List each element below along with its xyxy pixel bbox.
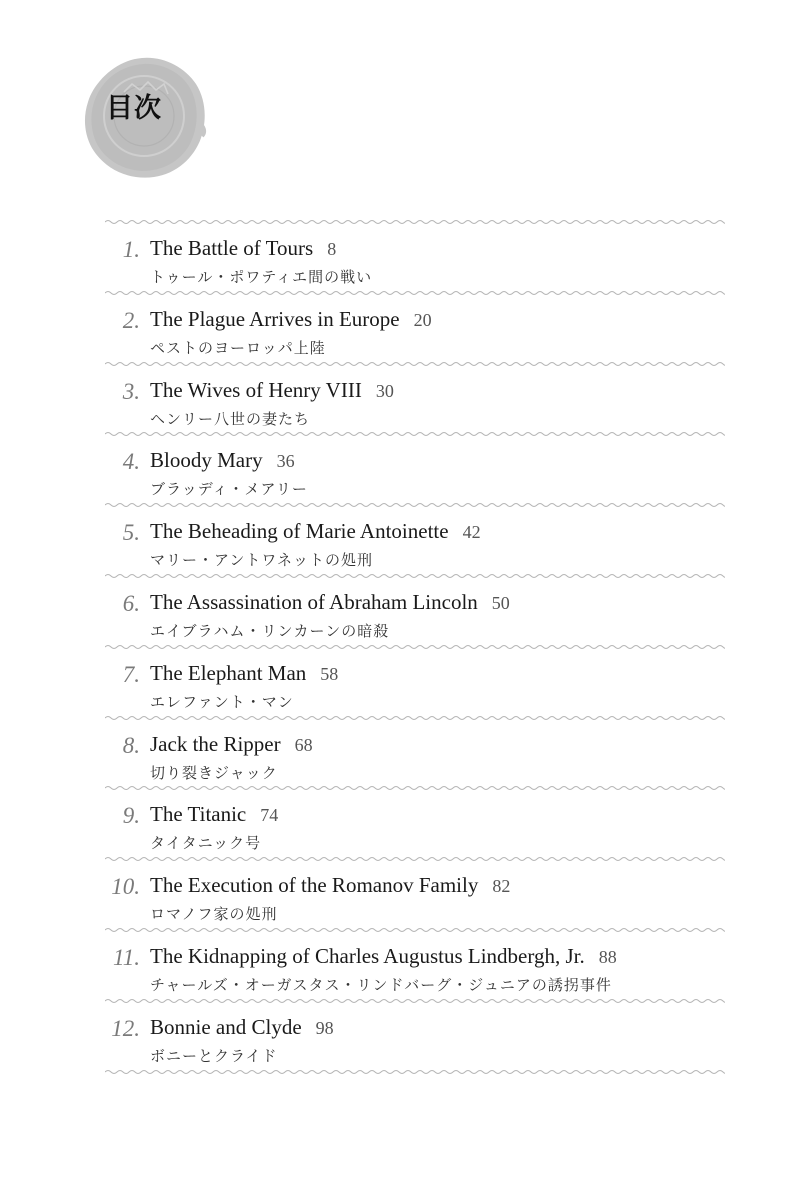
entry-subtitle: ヘンリー八世の妻たち <box>150 409 311 428</box>
entry-subtitle: チャールズ・オーガスタス・リンドバーグ・ジュニアの誘拐事件 <box>150 975 612 994</box>
toc-entry[interactable] <box>105 296 725 361</box>
entry-subtitle: 切り裂きジャック <box>150 763 278 782</box>
entry-title: The Elephant Man <box>150 660 307 685</box>
entry-page: 88 <box>598 946 617 967</box>
toc-entry[interactable] <box>105 721 725 786</box>
entry-page: 82 <box>492 876 511 897</box>
entry-title: Jack the Ripper <box>150 731 281 756</box>
entry-number: 3. <box>122 378 140 404</box>
toc-entry[interactable] <box>105 437 725 502</box>
entry-title-line <box>150 802 278 827</box>
entry-number: 5. <box>122 520 140 546</box>
entry-number: 4. <box>122 449 140 475</box>
entry-subtitle: ペストのヨーロッパ上陸 <box>150 338 326 357</box>
toc-entry[interactable] <box>105 508 725 573</box>
entry-title-line <box>150 873 510 898</box>
entry-title-line <box>150 307 432 332</box>
entry-title-line <box>150 519 481 544</box>
entry-page: 50 <box>491 592 510 613</box>
entry-title-line <box>150 590 510 615</box>
entry-number: 2. <box>122 307 140 333</box>
entry-title: Bloody Mary <box>150 448 263 473</box>
entry-page: 68 <box>294 734 313 755</box>
wavy-divider <box>105 1069 725 1075</box>
entry-subtitle: マリー・アントワネットの処刑 <box>150 551 373 570</box>
entry-page: 36 <box>276 451 295 472</box>
entry-subtitle: ブラッディ・メアリー <box>150 480 308 499</box>
toc-entry[interactable] <box>105 579 725 644</box>
entry-title-line <box>150 448 295 473</box>
entry-subtitle: エイブラハム・リンカーンの暗殺 <box>150 621 390 640</box>
entry-page: 42 <box>462 522 481 543</box>
entry-number: 10. <box>111 874 140 900</box>
entry-page: 8 <box>327 239 337 259</box>
entry-number: 11. <box>112 944 140 970</box>
entry-page: 20 <box>413 309 432 330</box>
entry-number: 7. <box>122 661 140 687</box>
entry-title-line <box>150 732 313 757</box>
toc-entry[interactable] <box>105 650 725 715</box>
toc-entry[interactable] <box>105 862 725 927</box>
entry-title-line <box>150 378 394 403</box>
entry-title-line <box>150 1015 334 1040</box>
entry-subtitle: タイタニック号 <box>150 834 262 853</box>
toc-entry[interactable] <box>105 225 725 290</box>
toc-entry[interactable] <box>105 933 725 998</box>
table-of-contents <box>105 219 725 1075</box>
entry-title: The Kidnapping of Charles Augustus Lindbergh, Jr. <box>150 943 585 968</box>
entry-title: The Execution of the Romanov Family <box>150 873 479 898</box>
entry-number: 9. <box>122 803 140 829</box>
entry-title-line <box>150 236 336 261</box>
page-title: 目次 <box>106 93 162 124</box>
entry-number: 1. <box>122 237 140 262</box>
entry-title: The Wives of Henry VIII <box>150 377 362 402</box>
toc-entry[interactable] <box>105 791 725 856</box>
entry-subtitle: エレファント・マン <box>150 692 294 711</box>
entry-title: The Titanic <box>150 802 247 827</box>
toc-entry[interactable] <box>105 1004 725 1069</box>
entry-title: The Beheading of Marie Antoinette <box>150 519 449 544</box>
entry-number: 8. <box>122 732 140 758</box>
entry-title: The Plague Arrives in Europe <box>150 306 400 331</box>
entry-number: 12. <box>111 1015 140 1041</box>
entry-title-line <box>150 661 338 686</box>
entry-page: 98 <box>315 1017 334 1038</box>
entry-title-line <box>150 944 617 969</box>
entry-number: 6. <box>122 590 140 616</box>
entry-subtitle: トゥール・ポワティエ間の戦い <box>150 268 373 286</box>
entry-page: 74 <box>260 805 279 826</box>
entry-title: Bonnie and Clyde <box>150 1014 302 1039</box>
entry-subtitle: ボニーとクライド <box>150 1046 278 1065</box>
entry-title: The Assassination of Abraham Lincoln <box>150 589 478 614</box>
entry-page: 58 <box>320 663 339 684</box>
entry-title: The Battle of Tours <box>150 236 314 260</box>
entry-page: 30 <box>375 380 394 401</box>
toc-entry[interactable] <box>105 367 725 432</box>
entry-subtitle: ロマノフ家の処刑 <box>150 905 278 924</box>
